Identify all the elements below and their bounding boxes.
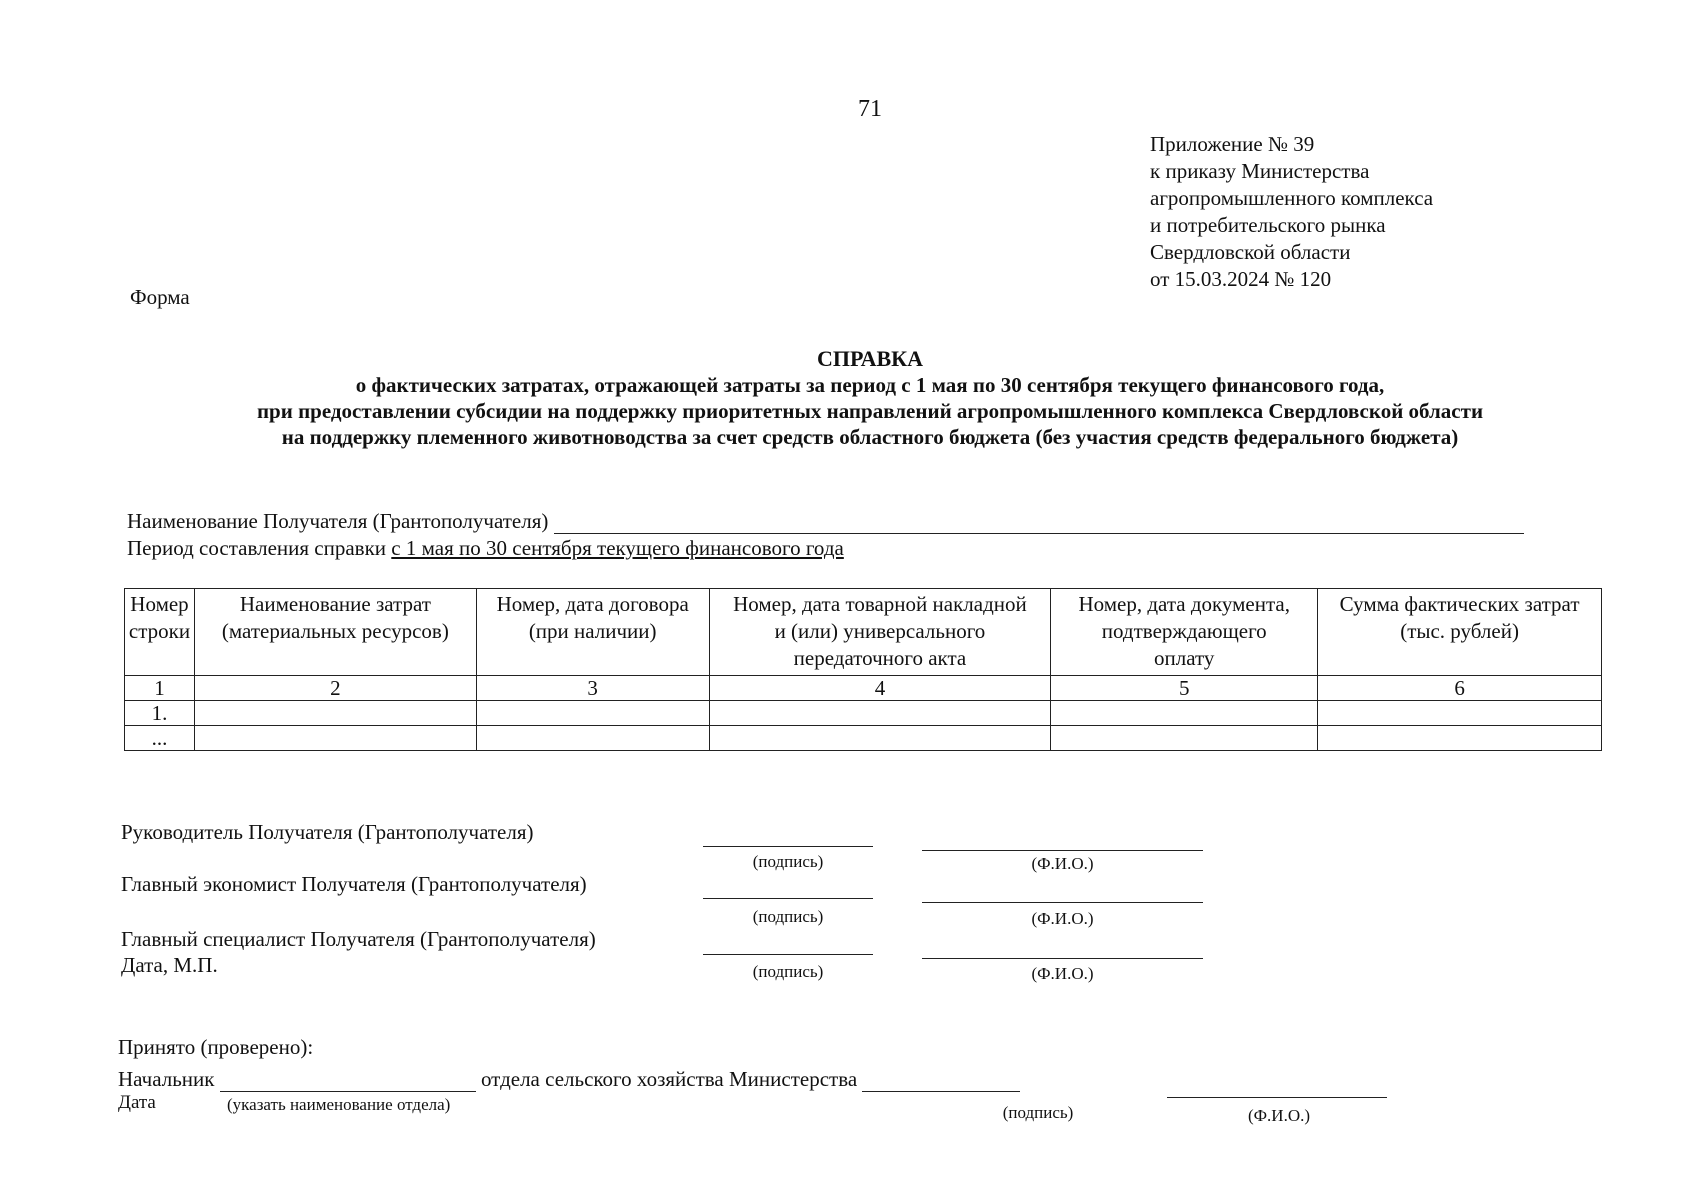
- column-number: 1: [125, 676, 195, 701]
- header-payment-document: Номер, дата документа, подтверждающего оплату: [1051, 589, 1318, 676]
- chief-label: Начальник: [118, 1067, 215, 1091]
- subtitle-line: о фактических затратах, отражающей затраты за период с 1 мая по 30 сентября текущего финансового года,: [355, 373, 1385, 397]
- table-row: [125, 726, 1602, 751]
- fio-line[interactable]: [922, 850, 1203, 851]
- signature-caption: (подпись): [752, 962, 824, 981]
- form-label: Форма: [130, 285, 190, 309]
- chief-line: [118, 1067, 1020, 1092]
- fio-caption: (Ф.И.О.): [1031, 909, 1094, 928]
- recipient-input-line[interactable]: [554, 511, 1524, 534]
- date-label: Дата: [118, 1092, 156, 1113]
- table-cell[interactable]: [476, 701, 709, 726]
- page-number: 71: [858, 96, 882, 122]
- fio-caption: (Ф.И.О.): [1031, 854, 1094, 873]
- appendix-line: Приложение № 39: [1150, 132, 1315, 156]
- header-contract: Номер, дата договора (при наличии): [476, 589, 709, 676]
- chief-signature-line[interactable]: [862, 1071, 1020, 1092]
- row-number-cell: ...: [125, 726, 195, 751]
- signature-role-economist: Главный экономист Получателя (Грантополучателя): [121, 872, 587, 896]
- signature-role-specialist: Главный специалист Получателя (Грантополучателя): [121, 927, 596, 951]
- appendix-line: агропромышленного комплекса: [1150, 186, 1434, 210]
- signature-caption: (подпись): [752, 852, 824, 871]
- table-cell[interactable]: [476, 726, 709, 751]
- department-input-line[interactable]: [220, 1071, 476, 1092]
- document-title-block: [150, 346, 1590, 450]
- appendix-line: к приказу Министерства: [1150, 159, 1370, 183]
- column-number: 6: [1318, 676, 1602, 701]
- fio-line[interactable]: [922, 958, 1203, 959]
- signature-line[interactable]: [703, 846, 873, 847]
- recipient-label: Наименование Получателя (Грантополучателя): [127, 509, 549, 533]
- table-cell[interactable]: [1051, 701, 1318, 726]
- chief-fio-caption: (Ф.И.О.): [1247, 1106, 1311, 1125]
- table-cell[interactable]: [194, 726, 476, 751]
- column-number: 2: [194, 676, 476, 701]
- signature-caption: (подпись): [752, 907, 824, 926]
- accepted-heading: Принято (проверено):: [118, 1035, 314, 1059]
- table-cell[interactable]: [1051, 726, 1318, 751]
- date-mp-label: Дата, М.П.: [121, 953, 218, 977]
- appendix-block: [1150, 131, 1433, 293]
- column-number: 5: [1051, 676, 1318, 701]
- table-cell[interactable]: [709, 726, 1051, 751]
- table-header-row: [125, 589, 1602, 676]
- header-row-number: Номер строки: [125, 589, 195, 676]
- signature-line[interactable]: [703, 954, 873, 955]
- appendix-line: от 15.03.2024 № 120: [1150, 267, 1332, 291]
- department-text: отдела сельского хозяйства Министерства: [480, 1067, 858, 1091]
- header-invoice: Номер, дата товарной накладной и (или) универсального передаточного акта: [709, 589, 1051, 676]
- column-number: 3: [476, 676, 709, 701]
- header-cost-name: Наименование затрат (материальных ресурсов): [194, 589, 476, 676]
- table-cell[interactable]: [1318, 726, 1602, 751]
- costs-table: [124, 588, 1602, 751]
- period-label: Период составления справки: [127, 536, 387, 560]
- column-numbers-row: [125, 676, 1602, 701]
- chief-signature-caption: (подпись): [1002, 1103, 1074, 1122]
- appendix-line: Свердловской области: [1150, 240, 1351, 264]
- fio-line[interactable]: [922, 902, 1203, 903]
- table-cell[interactable]: [1318, 701, 1602, 726]
- subtitle-line: на поддержку племенного животноводства за счет средств областного бюджета (без участия средств федерального бюджета): [281, 425, 1459, 449]
- period-field: [127, 536, 844, 561]
- signature-line[interactable]: [703, 898, 873, 899]
- department-caption: (указать наименование отдела): [227, 1095, 451, 1114]
- table-cell[interactable]: [194, 701, 476, 726]
- recipient-field: [127, 509, 1524, 534]
- signature-role-director: Руководитель Получателя (Грантополучателя): [121, 820, 534, 844]
- table-row: [125, 701, 1602, 726]
- appendix-line: и потребительского рынка: [1150, 213, 1386, 237]
- fio-caption: (Ф.И.О.): [1031, 964, 1094, 983]
- table-cell[interactable]: [709, 701, 1051, 726]
- chief-fio-line[interactable]: [1167, 1097, 1387, 1098]
- period-value: с 1 мая по 30 сентября текущего финансового года: [391, 536, 844, 560]
- row-number-cell: 1.: [125, 701, 195, 726]
- document-title: СПРАВКА: [816, 346, 924, 371]
- subtitle-line: при предоставлении субсидии на поддержку приоритетных направлений агропромышленного комплекса Свердловской области: [256, 399, 1484, 423]
- column-number: 4: [709, 676, 1051, 701]
- header-actual-costs: Сумма фактических затрат (тыс. рублей): [1318, 589, 1602, 676]
